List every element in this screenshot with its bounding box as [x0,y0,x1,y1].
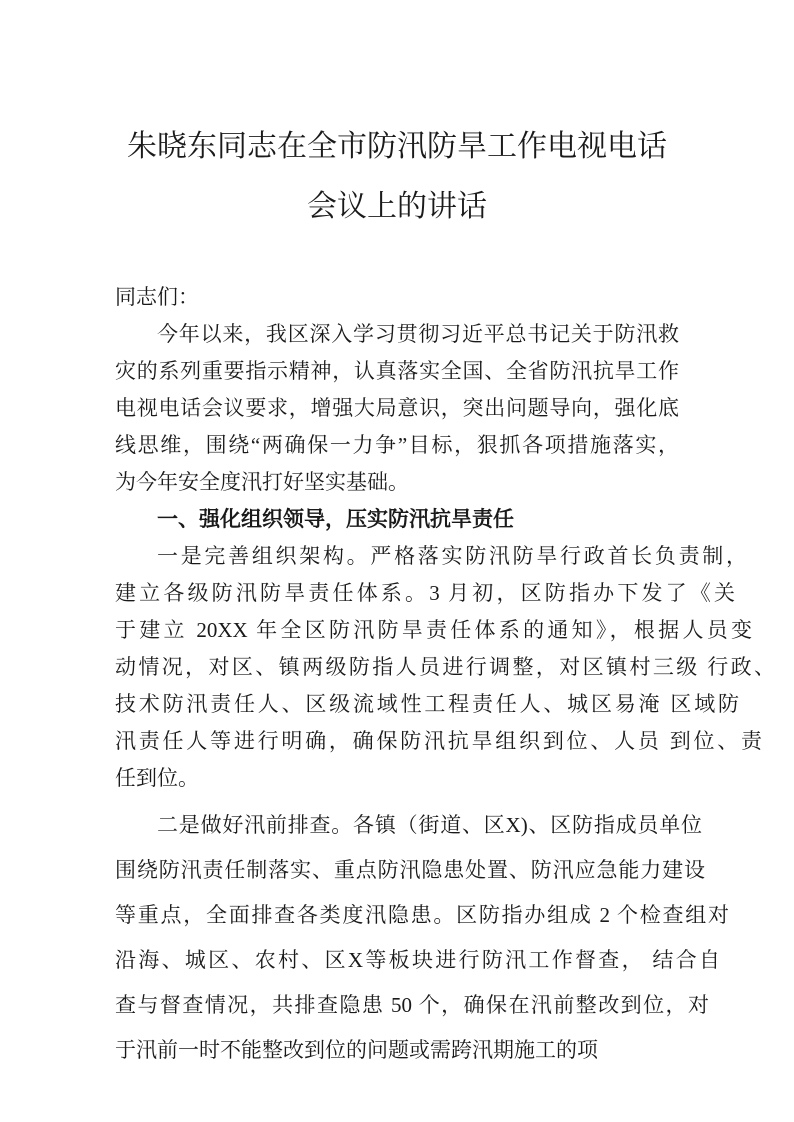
document-line: 灾的系列重要指示精神，认真落实全国、全省防汛抗旱工作 [115,359,679,383]
document-body [115,279,775,1073]
document-line: 为今年安全度汛打好坚实基础。 [115,470,409,494]
document-line: 任到位。 [115,766,199,790]
document-line: 汛责任人等进行明确，确保防汛抗旱组织到位、人员 到位、责 [115,729,762,753]
document-line: 围绕防汛责任制落实、重点防汛隐患处置、防汛应急能力建设 [115,858,705,882]
document-line: 查与督查情况，共排查隐患 50 个，确保在汛前整改到位，对 [115,993,709,1017]
document-line: 建立各级防汛防旱责任体系。3 月初，区防指办下发了《关 [115,581,735,605]
salutation: 同志们： [115,285,199,309]
document-line: 于汛前一时不能整改到位的问题或需跨汛期施工的项 [115,1038,598,1062]
document-line: 技术防汛责任人、区级流域性工程责任人、城区易淹 区域防 [115,692,739,716]
document-line: 今年以来，我区深入学习贯彻习近平总书记关于防汛救 [157,322,679,346]
document-line: 电视电话会议要求，增强大局意识，突出问题导向，强化底 [115,396,679,420]
paragraph [115,803,729,1073]
document-line: 等重点，全面排查各类度汛隐患。区防指办组成 2 个检查组对 [115,903,729,927]
document-line: 沿海、城区、农村、区X等板块进行防汛工作督查， 结合自 [115,948,720,972]
paragraph [115,538,775,797]
document-line: 线思维，围绕“两确保一力争”目标，狠抓各项措施落实， [115,433,679,457]
document-title-line-1: 朱晓东同志在全市防汛防旱工作电视电话 [127,130,667,163]
document-title [87,117,707,237]
section-heading: 一、强化组织领导，压实防汛抗旱责任 [157,508,514,531]
document-line: 于建立 20XX 年全区防汛防旱责任体系的通知》，根据人员变 [115,618,752,642]
paragraph [115,316,679,501]
document-title-line-2: 会议上的讲话 [307,190,487,223]
document-line: 动情况，对区、镇两级防指人员进行调整，对区镇村三级 行政、 [115,655,775,679]
document-line: 二是做好汛前排查。各镇（街道、区X)、区防指成员单位 [157,813,702,837]
document-line: 一是完善组织架构。严格落实防汛防旱行政首长负责制， [157,544,747,568]
